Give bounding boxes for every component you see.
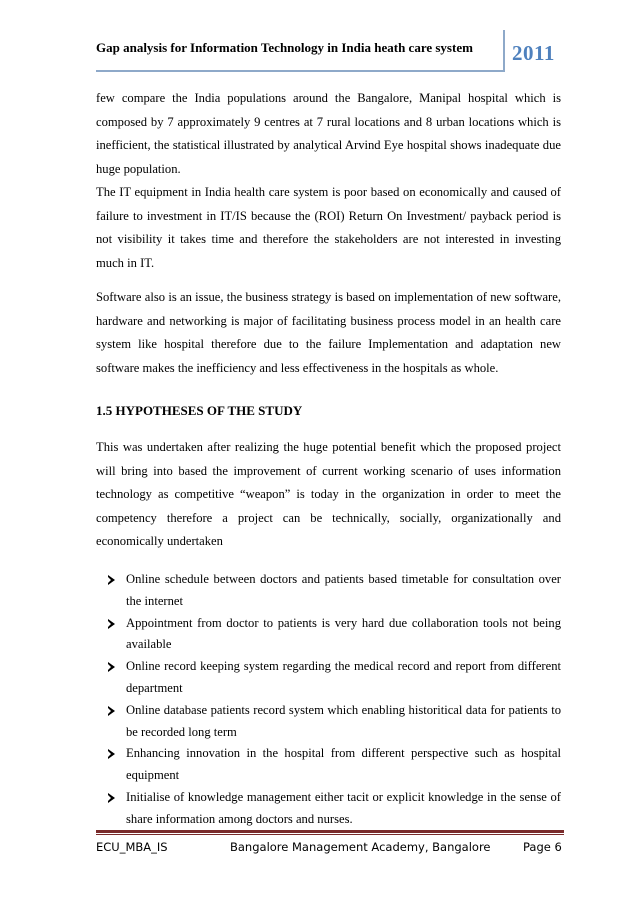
header-title: Gap analysis for Information Technology in India heath care system	[96, 40, 473, 55]
paragraph-populations: few compare the India populations around the Bangalore, Manipal hospital which is composed by 7 approximately 9 centres at 7 rural locations and 8 urban locations which is inefficient, the statistical illustrated by analytical Arvind Eye hospital shows inadequate due huge population.	[96, 91, 561, 176]
arrowhead-bullet-icon	[108, 619, 115, 629]
header-year: 2011	[512, 41, 555, 65]
hypotheses-list	[114, 569, 561, 831]
list-item-text: Initialise of knowledge management either tacit or explicit knowledge in the sense of share information among doctors and nurses.	[126, 789, 561, 826]
list-item-text: Online schedule between doctors and patients based timetable for consultation over the internet	[126, 572, 561, 608]
list-item	[114, 700, 561, 744]
list-item-text: Appointment from doctor to patients is very hard due collaboration tools not being available	[126, 615, 561, 652]
list-item	[114, 569, 561, 613]
footer-rule-thin	[96, 834, 564, 835]
paragraph-it-equipment: The IT equipment in India health care system is poor based on economically and caused of failure to investment in IT/IS because the (ROI) Return On Investment/ payback period is not visibility it takes time and therefore the stakeholders are not interested in investing much in IT.	[96, 185, 561, 270]
section-heading: 1.5 HYPOTHESES OF THE STUDY	[96, 403, 303, 418]
footer-course: ECU_MBA_IS	[96, 840, 168, 854]
list-item	[114, 787, 561, 831]
arrowhead-bullet-icon	[108, 662, 115, 672]
list-item	[114, 656, 561, 700]
list-item-text: Online database patients record system which enabling historitical data for patients to be recorded long term	[126, 702, 561, 739]
arrowhead-bullet-icon	[108, 793, 115, 803]
list-item-text: Enhancing innovation in the hospital from different perspective such as hospital equipment	[126, 746, 561, 783]
paragraph-software: Software also is an issue, the business strategy is based on implementation of new software, hardware and networking is major of facilitating business process model in an health care system like hospital therefore due to the failure Implementation and adaptation new software makes the inefficiency and less effectiveness in the hospitals as whole.	[96, 290, 561, 375]
arrowhead-bullet-icon	[108, 706, 115, 716]
list-item	[114, 613, 561, 657]
list-item	[114, 743, 561, 787]
list-item-text: Online record keeping system regarding the medical record and report from different department	[126, 659, 561, 695]
footer-rule	[96, 830, 564, 833]
arrowhead-bullet-icon	[108, 575, 115, 585]
section-intro: This was undertaken after realizing the huge potential benefit which the proposed project will bring into based the improvement of current working scenario of uses information technology as competitive “weapon” is today in the organization in order to meet the competency therefore a project can be technically, socially, organizationally and economically undertaken	[96, 440, 561, 548]
footer-page-number: Page 6	[523, 840, 562, 854]
arrowhead-bullet-icon	[108, 749, 115, 759]
header-rule	[96, 70, 503, 72]
footer-institution: Bangalore Management Academy, Bangalore	[230, 840, 491, 854]
